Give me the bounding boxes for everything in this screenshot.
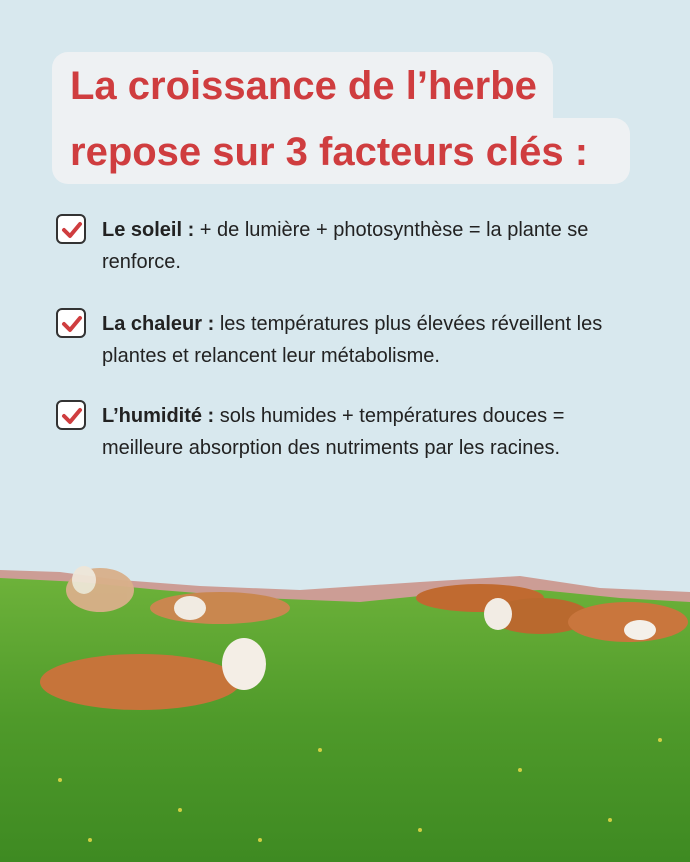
factor-text bbox=[102, 214, 646, 278]
pasture-with-cows-photo bbox=[0, 530, 690, 862]
factor-item-humidity bbox=[56, 400, 646, 464]
factor-label: L’humidité : bbox=[102, 405, 215, 427]
checkbox-checked-icon bbox=[56, 400, 86, 430]
factor-item-heat bbox=[56, 308, 646, 372]
title-block bbox=[52, 52, 630, 184]
cow bbox=[568, 602, 688, 642]
factor-item-sun bbox=[56, 214, 646, 278]
checkbox-checked-icon bbox=[56, 214, 86, 244]
cow bbox=[66, 566, 134, 612]
factor-label: La chaleur : bbox=[102, 313, 215, 335]
factor-text bbox=[102, 400, 646, 464]
factor-label: Le soleil : bbox=[102, 219, 195, 241]
factor-description: sols humides + températures douces = meilleure absorption des nutriments par les racines. bbox=[102, 405, 565, 459]
factor-description: les températures plus élevées réveillent les plantes et relancent leur métabolisme. bbox=[102, 313, 603, 367]
cow bbox=[150, 592, 290, 624]
page-title-line-2: repose sur 3 facteurs clés : bbox=[52, 118, 630, 184]
factor-description: + de lumière + photosynthèse = la plante se renforce. bbox=[102, 219, 589, 273]
page-title-line-1: La croissance de l’herbe bbox=[52, 52, 553, 118]
factor-text bbox=[102, 308, 646, 372]
checkbox-checked-icon bbox=[56, 308, 86, 338]
